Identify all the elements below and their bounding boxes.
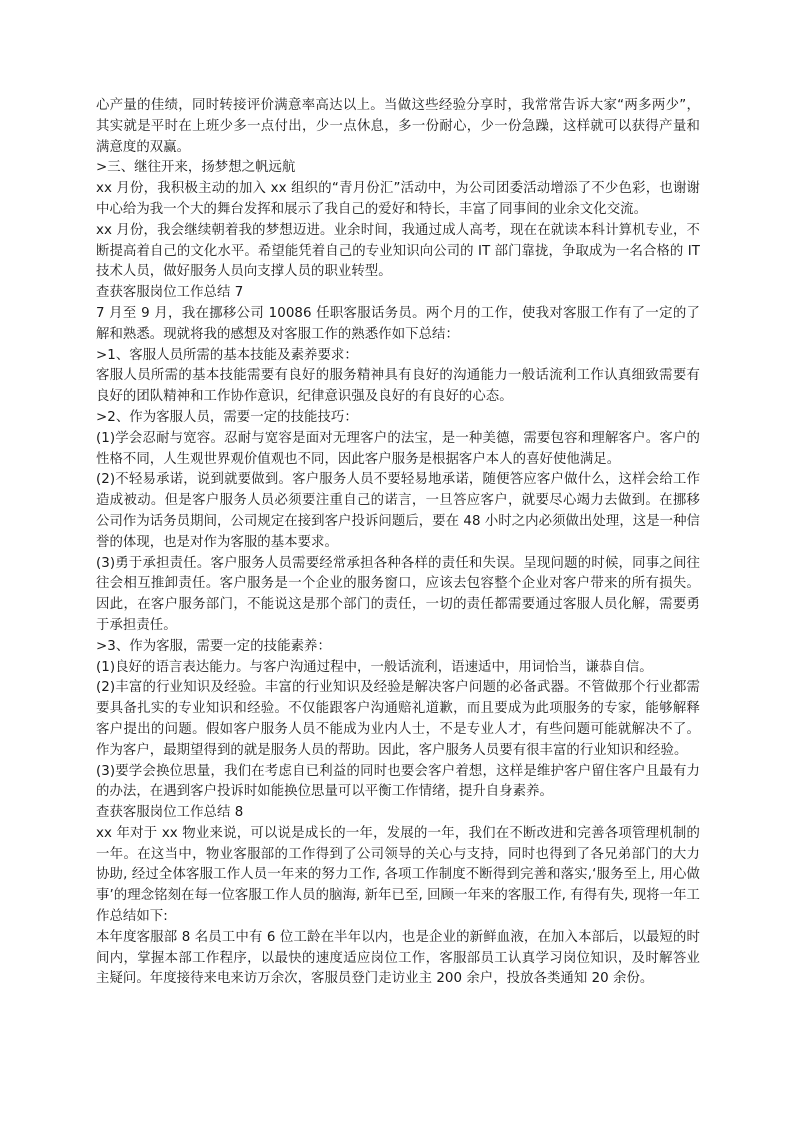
section-heading: >1、客服人员所需的基本技能及素养要求：	[96, 347, 358, 363]
paragraph: xx 月份，我积极主动的加入 xx 组织的“青月份汇”活动中，为公司团委活动增添了不少色彩，也谢谢中心给为我一个大的舞台发挥和展示了我自己的爱好和特长，丰富了同事间的业余文化交流。	[96, 181, 700, 217]
document-page	[96, 96, 700, 990]
section-heading: >3、作为客服，需要一定的技能素养：	[96, 638, 331, 654]
paragraph: 7 月至 9 月，我在挪移公司 10086 任职客服话务员。两个月的工作，使我对客服工作有了一定的了解和熟悉。现就将我的感想及对客服工作的熟悉作如下总结：	[96, 305, 700, 342]
paragraph: 客服人员所需的基本技能需要有良好的服务精神具有良好的沟通能力一般话流利工作认真细致需要有良好的团队精神和工作协作意识，纪律意识强及良好的有良好的心态。	[96, 368, 700, 405]
paragraph: 心产量的佳绩，同时转接评价满意率高达以上。当做这些经验分享时，我常常告诉大家“两多两少”，其实就是平时在上班少多一点付出，少一点休息，多一份耐心，少一份急躁，这样就可以获得产量和满意度的双赢。	[96, 98, 700, 155]
list-item: (2)丰富的行业知识及经验。丰富的行业知识及经验是解决客户问题的必备武器。不管做那个行业都需要具备扎实的专业知识和经验。不仅能跟客户沟通赔礼道歉，而且要成为此项服务的专家，能够解释客户提出的问题。假如客户服务人员不能成为业内人士，不是专业人才，有些问题可能就解决不了。作为客户，最期望得到的就是服务人员的帮助。因此，客户服务人员要有很丰富的行业知识和经验。	[96, 680, 700, 758]
list-item: (3)勇于承担责任。客户服务人员需要经常承担各种各样的责任和失误。呈现问题的时候，同事之间往往会相互推卸责任。客户服务是一个企业的服务窗口，应该去包容整个企业对客户带来的所有损失。因此，在客户服务部门，不能说这是那个部门的责任，一切的责任都需要通过客服人员化解，需要勇于承担责任。	[96, 555, 700, 633]
list-item: (3)要学会换位思量，我们在考虑自已利益的同时也要会客户着想，这样是维护客户留住客户且最有力的办法，在遇到客户投诉时如能换位思量可以平衡工作情绪，提升自身素养。	[96, 763, 700, 800]
article-title: 查获客服岗位工作总结 8	[96, 805, 244, 821]
paragraph: xx 月份，我会继续朝着我的梦想迈进。业余时间，我通过成人高考，现在在就读本科计算机专业，不断提高着自己的文化水平。希望能凭着自己的专业知识向公司的 IT 部门靠拢，争取成为一名合格的 IT 技术人员，做好服务人员向支撑人员的职业转型。	[96, 222, 700, 280]
section-heading: >2、作为客服人员，需要一定的技能技巧：	[96, 409, 358, 425]
article-title: 查获客服岗位工作总结 7	[96, 285, 244, 301]
paragraph: 本年度客服部 8 名员工中有 6 位工龄在半年以内，也是企业的新鲜血液，在加入本部后，以最短的时间内，掌握本部工作程序，以最快的速度适应岗位工作，客服部员工认真学习岗位知识，及时解答业主疑问。年度接待来电来访万余次，客服员登门走访业主 200 余户，投放各类通知 20 余份。	[96, 929, 700, 987]
paragraph: xx 年对于 xx 物业来说，可以说是成长的一年，发展的一年，我们在不断改进和完善各项管理机制的一年。在这当中，物业客服部的工作得到了公司领导的关心与支持，同时也得到了各兄弟部门的大力协助, 经过全体客服工作人员一年来的努力工作, 各项工作制度不断得到完善和落实,‘服务至上, 用心做事’的理念铭刻在每一位客服工作人员的脑海, 新年已至, 回顾一年来的客服工作, 有得有失, 现将一年工作总结如下:	[96, 825, 700, 925]
list-item: (2)不轻易承诺，说到就要做到。客户服务人员不要轻易地承诺，随便答应客户做什么，这样会给工作造成被动。但是客户服务人员必须要注重自己的诺言，一旦答应客户，就要尽心竭力去做到。在挪移公司作为话务员期间，公司规定在接到客户投诉问题后，要在 48 小时之内必须做出处理，这是一种信誉的体现，也是对作为客服的基本要求。	[96, 472, 700, 550]
list-item: (1)学会忍耐与宽容。忍耐与宽容是面对无理客户的法宝，是一种美德，需要包容和理解客户。客户的性格不同，人生观世界观价值观也不同，因此客户服务是根据客户本人的喜好使他满足。	[96, 430, 700, 467]
list-item: (1)良好的语言表达能力。与客户沟通过程中，一般话流利，语速适中，用词恰当，谦恭自信。	[96, 659, 653, 675]
section-heading: >三、继往开来，扬梦想之帆远航	[96, 160, 296, 176]
